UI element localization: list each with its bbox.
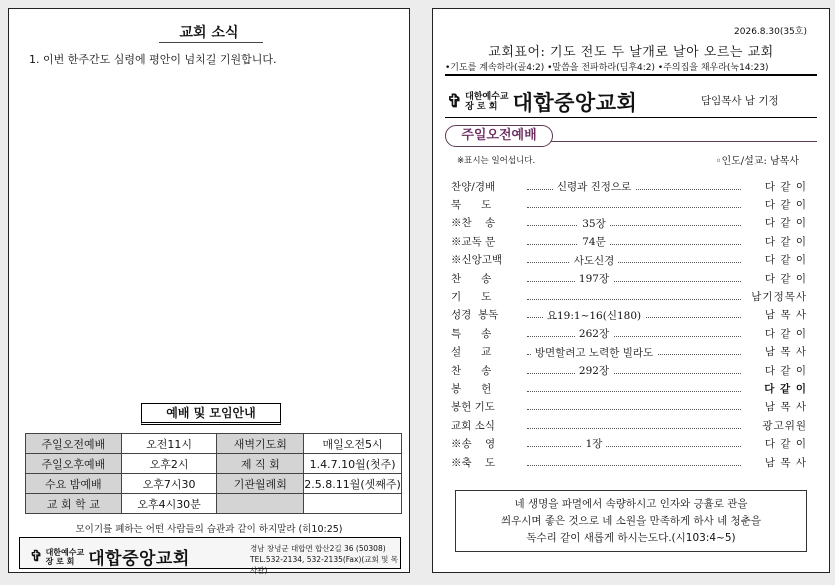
- left-page: [8, 8, 410, 573]
- order-person: 다 같 이: [764, 327, 807, 340]
- order-title: 교회 소식: [451, 419, 495, 432]
- order-person: 남 목 사: [764, 456, 807, 469]
- schedule-cell: 매일오전5시: [304, 434, 402, 454]
- order-row: [451, 177, 807, 195]
- order-person: 다 같 이: [764, 382, 807, 395]
- order-title: 기 도: [451, 291, 492, 304]
- order-content-wrap: [451, 234, 737, 249]
- order-row: [451, 361, 807, 379]
- denomination-line: 대한예수교: [465, 92, 509, 102]
- dot-leader: [527, 391, 741, 392]
- schedule-table: [25, 433, 402, 514]
- order-person: 다 같 이: [764, 438, 807, 451]
- verse-line: 네 생명을 파멸에서 속량하시고 인자와 긍휼로 관을: [514, 498, 748, 510]
- church-logo: [447, 87, 637, 117]
- order-content-wrap: [451, 216, 737, 231]
- schedule-cell: [304, 494, 402, 514]
- denomination: [465, 92, 508, 112]
- order-content: 197장: [575, 273, 613, 285]
- order-person: 남기정목사: [751, 291, 807, 304]
- schedule-cell: 2.5.8.11월(셋째주): [304, 474, 402, 494]
- cross-icon: ✞: [447, 91, 463, 112]
- order-person: 다 같 이: [764, 199, 807, 212]
- order-row: [451, 306, 807, 324]
- schedule-cell: 오후7시30: [121, 474, 217, 494]
- order-row: [451, 195, 807, 213]
- order-content-wrap: [451, 271, 737, 286]
- order-title: 설 교: [451, 346, 492, 359]
- order-content-wrap: [451, 363, 737, 378]
- order-content: 요19:1~16(신180): [543, 310, 645, 322]
- order-person: 다 같 이: [764, 217, 807, 230]
- dot-leader: [527, 207, 741, 208]
- verse-line: 독수리 같이 새롭게 하시는도다.(시103:4~5): [526, 532, 736, 544]
- order-content: 신령과 진정으로: [553, 181, 635, 193]
- schedule-row: [26, 474, 402, 494]
- church-motto: 교회표어: 기도 전도 두 날개로 날아 오르는 교회: [488, 45, 774, 60]
- order-person: 광고위원: [762, 419, 807, 432]
- order-title: 찬양/경배: [451, 180, 496, 193]
- order-content: 1장: [582, 438, 607, 450]
- order-row: [451, 287, 807, 305]
- order-content-wrap: [451, 308, 737, 323]
- contact-line: TEL.532-2134, 532-2135(Fax)(교회 및 목사관): [250, 555, 399, 575]
- order-content-wrap: [451, 345, 737, 360]
- schedule-row: [26, 454, 402, 474]
- order-person: 다 같 이: [764, 254, 807, 267]
- dot-leader: [527, 299, 741, 300]
- order-content: 35장: [578, 218, 610, 230]
- schedule-cell: [217, 494, 304, 514]
- address-line: 경남 창녕군 대합면 합산2길 36 (50308): [250, 544, 386, 553]
- order-row: [451, 398, 807, 416]
- order-row: [451, 379, 807, 397]
- cross-icon: ✞: [30, 547, 43, 565]
- order-row: [451, 416, 807, 434]
- order-person: 다 같 이: [764, 235, 807, 248]
- verse-line: 씌우시며 좋은 것으로 네 소원을 만족하게 하사 네 청춘을: [501, 515, 761, 527]
- order-person: 남 목 사: [764, 401, 807, 414]
- order-of-worship: [451, 177, 807, 471]
- order-row: [451, 214, 807, 232]
- church-news-underline: [159, 42, 263, 43]
- order-title: 묵 도: [451, 199, 492, 212]
- church-news-item: 1. 이번 한주간도 심령에 평안이 넘치길 기원합니다.: [29, 53, 277, 66]
- order-row: [451, 434, 807, 452]
- schedule-cell: 주일오후예배: [26, 454, 122, 474]
- left-footer: [19, 537, 401, 575]
- order-content-wrap: [451, 179, 737, 194]
- motto-subtitle: •기도를 계속하라(골4:2) •말씀을 전파하라(딤후4:2) •주의집을 채우라(눅14:23): [445, 63, 769, 73]
- schedule-cell: 오전11시: [121, 434, 217, 454]
- order-person: 남 목 사: [764, 346, 807, 359]
- church-logo: [30, 544, 190, 569]
- leader-preacher: ◦인도/설교: 남목사: [715, 156, 799, 167]
- schedule-cell: 새벽기도회: [217, 434, 304, 454]
- order-row: [451, 343, 807, 361]
- order-row: [451, 251, 807, 269]
- schedule-cell: 수요 밤예배: [26, 474, 122, 494]
- order-row: [451, 269, 807, 287]
- order-content: 74문: [578, 236, 610, 248]
- order-title: 찬 송: [451, 272, 492, 285]
- order-content-wrap: [451, 253, 737, 268]
- schedule-cell: 제 직 회: [217, 454, 304, 474]
- order-title: 봉 헌: [451, 382, 492, 395]
- schedule-cell: 교 회 학 교: [26, 494, 122, 514]
- church-name: 대합중앙교회: [88, 549, 190, 569]
- order-content-wrap: [451, 436, 737, 451]
- order-content: 사도신경: [570, 255, 619, 267]
- order-title: ※송 영: [451, 438, 496, 451]
- schedule-row: [26, 494, 402, 514]
- left-verse: 모이기를 폐하는 어떤 사람들의 습관과 같이 하지말라 (히10:25): [75, 524, 343, 535]
- standing-note: ※표시는 일어섭니다.: [457, 156, 536, 166]
- church-news-title: 교회 소식: [179, 25, 239, 41]
- order-title: 성경 봉독: [451, 309, 499, 322]
- order-person: 다 같 이: [764, 180, 807, 193]
- verse-box: [455, 490, 807, 552]
- dot-leader: [527, 465, 741, 466]
- order-content: 방면할려고 노력한 빌라도: [531, 347, 657, 359]
- denomination-line: 장 로 회: [465, 102, 498, 112]
- logo-divider: [445, 117, 817, 118]
- order-title: 봉헌 기도: [451, 401, 495, 414]
- schedule-cell: 기관월례회: [217, 474, 304, 494]
- worship-title: 주일오전예배: [445, 125, 553, 147]
- denomination: [46, 548, 85, 566]
- church-address: [250, 543, 400, 576]
- order-content: 292장: [575, 365, 613, 377]
- order-title: ※축 도: [451, 456, 496, 469]
- worship-title-line: [551, 141, 817, 142]
- schedule-row: [26, 434, 402, 454]
- order-content-wrap: [451, 326, 737, 341]
- order-title: ※교독 문: [451, 235, 496, 248]
- order-person: 다 같 이: [764, 272, 807, 285]
- denomination-line: 대한예수교: [45, 547, 85, 557]
- order-person: 다 같 이: [764, 364, 807, 377]
- order-person: 남 목 사: [764, 309, 807, 322]
- schedule-cell: 주일오전예배: [26, 434, 122, 454]
- bulletin-date: 2026.8.30(35호): [734, 27, 807, 37]
- order-title: ※찬 송: [451, 217, 496, 230]
- schedule-cell: 오후2시: [121, 454, 217, 474]
- right-page: [432, 8, 830, 573]
- order-row: [451, 453, 807, 471]
- order-title: ※신앙고백: [451, 254, 503, 267]
- church-name: 대합중앙교회: [512, 90, 638, 115]
- order-content: 262장: [575, 328, 613, 340]
- dot-leader: [527, 428, 741, 429]
- header-divider: [445, 74, 817, 76]
- denomination-line: 장 로 회: [45, 556, 75, 566]
- order-row: [451, 232, 807, 250]
- order-title: 특 송: [451, 327, 492, 340]
- schedule-cell: 1.4.7.10월(첫주): [304, 454, 402, 474]
- schedule-title: 예배 및 모임안내: [141, 403, 281, 425]
- dot-leader: [527, 409, 741, 410]
- schedule-cell: 오후4시30분: [121, 494, 217, 514]
- order-title: 찬 송: [451, 364, 492, 377]
- order-row: [451, 324, 807, 342]
- pastor-name: 담임목사 남 기정: [701, 95, 779, 107]
